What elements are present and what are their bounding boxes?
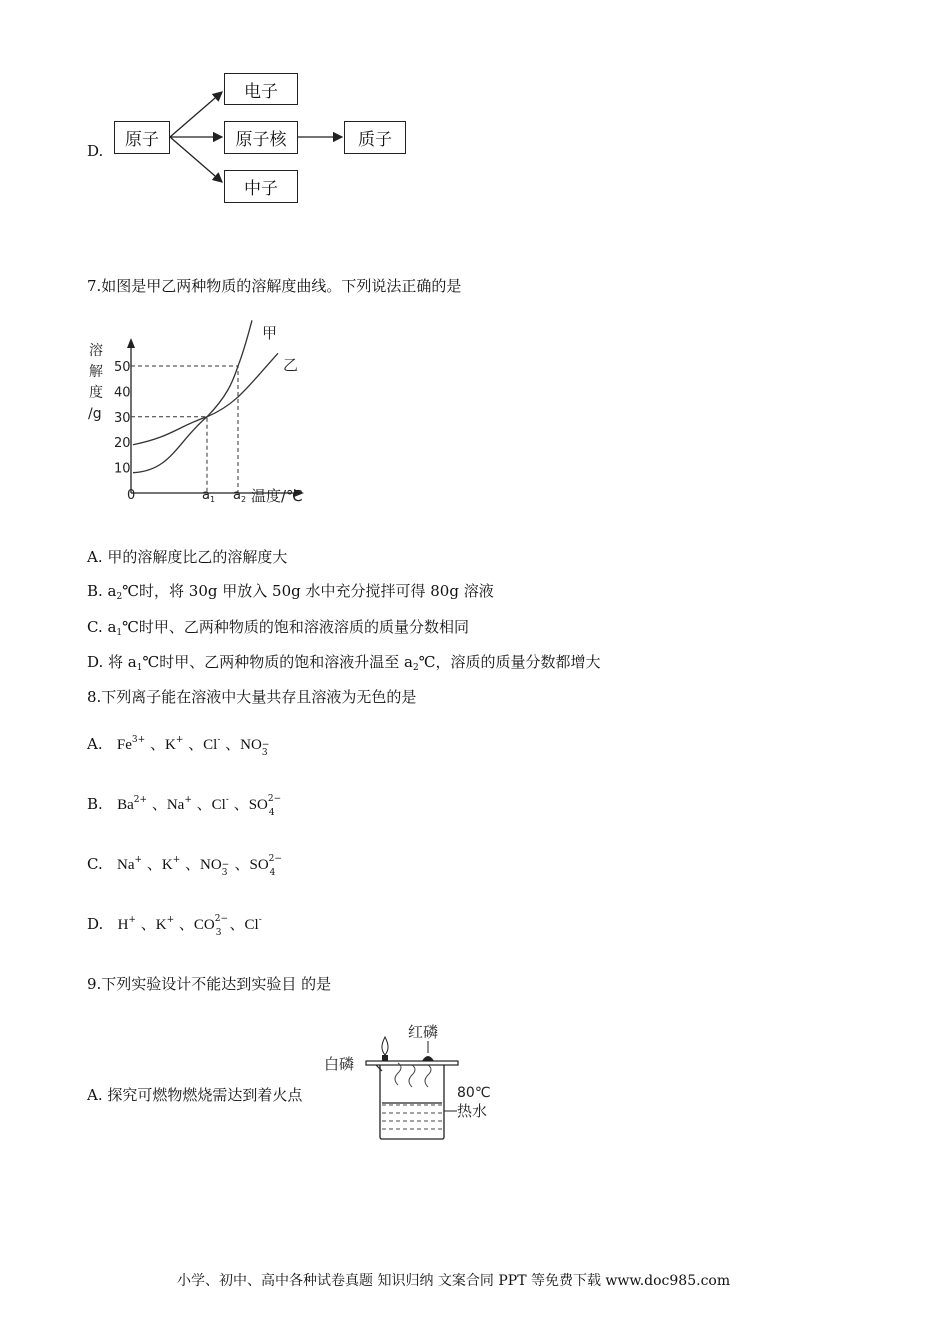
q8-option-d: D. H+ 、K+ 、CO 2− 3 、Cl- bbox=[87, 914, 262, 938]
arrow-to-electron bbox=[170, 92, 222, 137]
neutron-box: 中子 bbox=[224, 170, 298, 203]
q8-option-b: B. $Ba^{2+}$ 、Na+ 、Cl- 、SO 2− 4 bbox=[87, 794, 282, 818]
beaker bbox=[380, 1065, 444, 1139]
y-tick-label: 50 bbox=[114, 360, 131, 375]
nucleus-box: 原子核 bbox=[224, 121, 298, 154]
q7-option-a: A. 甲的溶解度比乙的溶解度大 bbox=[87, 548, 288, 566]
q7-stem: 7.如图是甲乙两种物质的溶解度曲线。下列说法正确的是 bbox=[87, 277, 462, 295]
a1-label: $a_1$ bbox=[202, 488, 216, 504]
electron-box: 电子 bbox=[224, 73, 298, 105]
option-letter: D. bbox=[87, 142, 104, 160]
q8-option-a: A. $Fe^{3+}$ 、K+ 、Cl- 、NO − 3 bbox=[87, 735, 270, 758]
white-phosphorus-label: 白磷 bbox=[324, 1055, 355, 1073]
temperature-label: 80℃ bbox=[457, 1085, 491, 1101]
atom-structure-arrows bbox=[0, 0, 950, 220]
q7-option-c: C. $a_1℃$时甲、乙两种物质的饱和溶液溶质的质量分数相同 bbox=[87, 618, 469, 638]
q7-option-b: B. $a_2℃$时，将 30g 甲放入 50g 水中充分搅拌可得 80g 溶液 bbox=[87, 582, 494, 602]
red-phosphorus-piece bbox=[422, 1056, 434, 1061]
copper-plate bbox=[366, 1061, 458, 1065]
footer-text: 小学、初中、高中各种试卷真题 知识归纳 文案合同 PPT 等免费下载 www.doc985.com bbox=[177, 1273, 731, 1289]
y-axis-arrow bbox=[127, 338, 135, 348]
q9-option-a: A. 探究可燃物燃烧需达到着火点 bbox=[87, 1086, 303, 1104]
white-phosphorus-piece bbox=[382, 1055, 388, 1061]
ylabel-char: 度 bbox=[89, 385, 103, 401]
proton-box: 质子 bbox=[344, 121, 406, 154]
y-tick-label: 10 bbox=[114, 461, 131, 477]
series-line-yi bbox=[133, 353, 278, 444]
ylabel-char: 解 bbox=[89, 364, 103, 380]
series-label-jia: 甲 bbox=[262, 324, 278, 342]
guide-line-a2 bbox=[131, 366, 238, 493]
y-tick-label: 40 bbox=[114, 385, 131, 401]
ylabel-char: /g bbox=[88, 406, 102, 422]
origin-label: 0 bbox=[127, 488, 136, 503]
flame-icon bbox=[382, 1037, 388, 1055]
x-axis-label: 温度/℃ bbox=[251, 487, 303, 505]
q9-stem: 9.下列实验设计不能达到实验目 的是 bbox=[87, 975, 332, 993]
q7-option-d: D. 将 $a_1℃$时甲、乙两种物质的饱和溶液升温至 $a_2℃$，溶质的质量分数都增大 bbox=[87, 653, 601, 673]
red-phosphorus-label: 红磷 bbox=[408, 1023, 439, 1041]
a2-label: $a_2$ bbox=[233, 488, 247, 504]
series-line-jia bbox=[133, 320, 252, 472]
hot-water-label: 热水 bbox=[457, 1102, 488, 1120]
series-label-yi: 乙 bbox=[283, 356, 299, 374]
atom-box: 原子 bbox=[114, 121, 170, 154]
y-tick-label: 20 bbox=[114, 436, 131, 452]
ylabel-char: 溶 bbox=[89, 343, 103, 359]
water-lines bbox=[382, 1105, 442, 1129]
vapor bbox=[395, 1063, 401, 1085]
combustion-experiment-figure bbox=[318, 1015, 508, 1145]
q8-option-c: C. Na+ 、K+ 、NO − 3 、SO 2− 4 bbox=[87, 854, 282, 878]
q8-stem: 8.下列离子能在溶液中大量共存且溶液为无色的是 bbox=[87, 688, 417, 706]
arrow-to-neutron bbox=[170, 137, 222, 182]
solubility-chart bbox=[80, 318, 320, 510]
y-tick-label: 30 bbox=[114, 410, 131, 426]
